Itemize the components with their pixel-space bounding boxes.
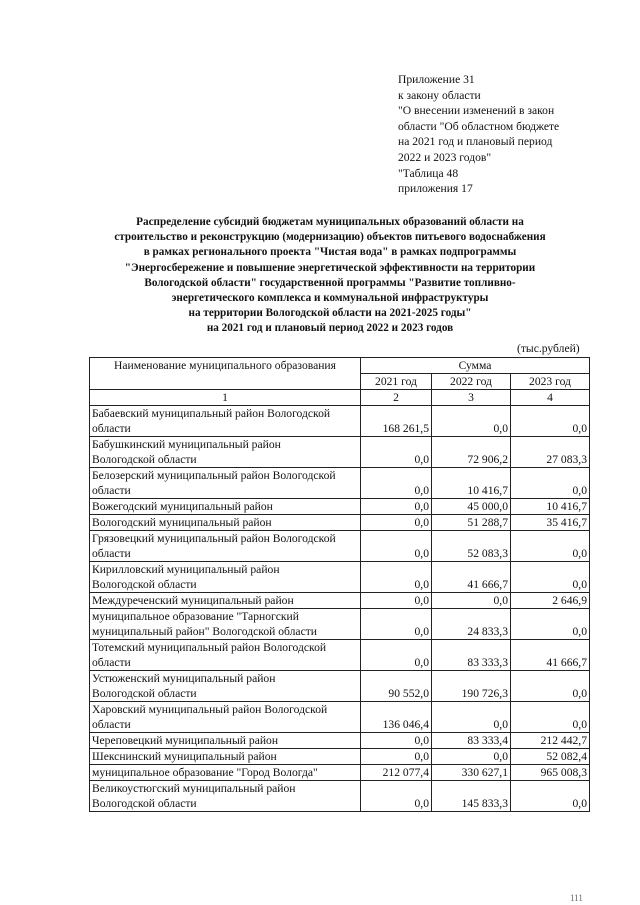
municipality-name-line: Вологодской области xyxy=(92,453,197,466)
amount-2021: 0,0 xyxy=(361,640,432,671)
amount-2021: 136 046,4 xyxy=(361,702,432,733)
amount-2023: 0,0 xyxy=(511,671,590,702)
subsidy-table xyxy=(89,357,590,812)
header-name: Наименование муниципального образования xyxy=(90,358,361,390)
municipality-name xyxy=(90,437,361,468)
page-mark: 111 xyxy=(570,893,583,903)
column-number: 2 xyxy=(361,390,432,406)
amount-2022: 0,0 xyxy=(432,593,511,609)
municipality-name xyxy=(90,609,361,640)
amount-2023: 0,0 xyxy=(511,562,590,593)
amount-2023: 52 082,4 xyxy=(511,749,590,765)
amount-2022: 0,0 xyxy=(432,749,511,765)
municipality-name-line: области xyxy=(92,547,131,560)
municipality-name-line: Вологодский муниципальный район xyxy=(92,516,272,529)
amount-2021: 0,0 xyxy=(361,499,432,515)
amount-2021: 0,0 xyxy=(361,749,432,765)
municipality-name-line: области xyxy=(92,718,131,731)
municipality-name xyxy=(90,562,361,593)
table-row xyxy=(90,781,590,812)
table-colnum-row xyxy=(90,390,590,406)
table-header-row xyxy=(90,358,590,374)
amount-2021: 0,0 xyxy=(361,531,432,562)
header-year: 2023 год xyxy=(511,374,590,390)
municipality-name-line: муниципальное образование "Тарногский xyxy=(92,610,299,623)
title-line: строительство и реконструкцию (модернизацию) объектов питьевого водоснабжения xyxy=(114,231,546,244)
table-row xyxy=(90,531,590,562)
amount-2021: 0,0 xyxy=(361,468,432,499)
municipality-name-line: Харовский муниципальный район Вологодской xyxy=(92,703,328,716)
appendix-line: 2022 и 2023 годов" xyxy=(398,150,492,164)
amount-2022: 0,0 xyxy=(432,406,511,437)
municipality-name xyxy=(90,765,361,781)
table-row xyxy=(90,702,590,733)
amount-2021: 0,0 xyxy=(361,562,432,593)
municipality-name-line: Белозерский муниципальный район Вологодской xyxy=(92,469,336,482)
amount-2023: 0,0 xyxy=(511,468,590,499)
municipality-name-line: Бабушкинский муниципальный район xyxy=(92,438,281,451)
amount-2021: 0,0 xyxy=(361,609,432,640)
title-line: в рамках регионального проекта "Чистая вода" в рамках подпрограммы xyxy=(143,246,517,259)
amount-2022: 83 333,3 xyxy=(432,640,511,671)
amount-2021: 0,0 xyxy=(361,437,432,468)
municipality-name-line: Устюженский муниципальный район xyxy=(92,672,276,685)
table-row xyxy=(90,640,590,671)
amount-2021: 0,0 xyxy=(361,593,432,609)
table-row xyxy=(90,437,590,468)
municipality-name xyxy=(90,671,361,702)
amount-2021: 168 261,5 xyxy=(361,406,432,437)
amount-2022: 0,0 xyxy=(432,702,511,733)
appendix-line: на 2021 год и плановый период xyxy=(398,135,553,149)
amount-2023: 0,0 xyxy=(511,702,590,733)
amount-2021: 90 552,0 xyxy=(361,671,432,702)
amount-2023: 2 646,9 xyxy=(511,593,590,609)
title-line: Распределение субсидий бюджетам муниципальных образований области на xyxy=(136,216,524,228)
municipality-name-line: Великоустюгский муниципальный район xyxy=(92,782,296,795)
municipality-name xyxy=(90,515,361,531)
amount-2023: 41 666,7 xyxy=(511,640,590,671)
amount-2022: 10 416,7 xyxy=(432,468,511,499)
table-row xyxy=(90,593,590,609)
municipality-name-line: муниципальный район" Вологодской области xyxy=(92,625,317,638)
amount-2021: 0,0 xyxy=(361,781,432,812)
amount-2022: 52 083,3 xyxy=(432,531,511,562)
municipality-name xyxy=(90,702,361,733)
amount-2023: 212 442,7 xyxy=(511,733,590,749)
table-row xyxy=(90,406,590,437)
amount-2023: 0,0 xyxy=(511,781,590,812)
municipality-name xyxy=(90,468,361,499)
municipality-name xyxy=(90,499,361,515)
table-body xyxy=(90,406,590,812)
document-title xyxy=(95,215,565,337)
unit-label: (тыс.рублей) xyxy=(517,342,580,355)
appendix-block xyxy=(398,72,559,197)
municipality-name-line: Вожегодский муниципальный район xyxy=(92,500,273,513)
amount-2023: 0,0 xyxy=(511,406,590,437)
amount-2021: 212 077,4 xyxy=(361,765,432,781)
appendix-line: "О внесении изменений в закон xyxy=(398,104,555,118)
municipality-name-line: области xyxy=(92,422,131,435)
municipality-name-line: области xyxy=(92,656,131,669)
table-row xyxy=(90,749,590,765)
municipality-name xyxy=(90,406,361,437)
table-row xyxy=(90,515,590,531)
municipality-name-line: муниципальное образование "Город Вологда" xyxy=(92,766,318,779)
title-line: на 2021 год и плановый период 2022 и 2023 годов xyxy=(206,322,454,335)
appendix-line: "Таблица 48 xyxy=(398,166,459,180)
amount-2023: 965 008,3 xyxy=(511,765,590,781)
municipality-name xyxy=(90,749,361,765)
table-row xyxy=(90,671,590,702)
amount-2023: 27 083,3 xyxy=(511,437,590,468)
municipality-name-line: Грязовецкий муниципальный район Вологодской xyxy=(92,532,336,545)
table-row xyxy=(90,733,590,749)
amount-2022: 190 726,3 xyxy=(432,671,511,702)
municipality-name-line: Вологодской области xyxy=(92,687,197,700)
municipality-name xyxy=(90,733,361,749)
title-line: Вологодской области" государственной программы "Развитие топливно- xyxy=(144,276,516,289)
amount-2023: 0,0 xyxy=(511,531,590,562)
municipality-name-line: Вологодской области xyxy=(92,797,197,810)
municipality-name xyxy=(90,781,361,812)
amount-2023: 10 416,7 xyxy=(511,499,590,515)
municipality-name-line: области xyxy=(92,484,131,497)
amount-2022: 45 000,0 xyxy=(432,499,511,515)
municipality-name-line: Бабаевский муниципальный район Вологодской xyxy=(92,407,331,420)
table-row xyxy=(90,468,590,499)
amount-2022: 24 833,3 xyxy=(432,609,511,640)
municipality-name-line: Вологодской области xyxy=(92,578,197,591)
column-number: 3 xyxy=(432,390,511,406)
municipality-name-line: Тотемский муниципальный район Вологодской xyxy=(92,641,327,654)
table-row xyxy=(90,765,590,781)
appendix-line: приложения 17 xyxy=(398,182,473,196)
appendix-line: области "Об областном бюджете xyxy=(398,119,560,133)
title-line: энергетического комплекса и коммунальной инфраструктуры xyxy=(171,292,489,305)
table-row xyxy=(90,562,590,593)
municipality-name xyxy=(90,593,361,609)
header-year: 2021 год xyxy=(361,374,432,390)
header-year: 2022 год xyxy=(432,374,511,390)
municipality-name-line: Шекснинский муниципальный район xyxy=(92,750,277,763)
appendix-line: к закону области xyxy=(398,88,481,102)
table-row xyxy=(90,499,590,515)
header-sum: Сумма xyxy=(361,358,590,374)
amount-2022: 72 906,2 xyxy=(432,437,511,468)
amount-2022: 51 288,7 xyxy=(432,515,511,531)
title-line: "Энергосбережение и повышение энергетической эффективности на территории xyxy=(124,261,536,274)
appendix-line: Приложение 31 xyxy=(398,73,475,86)
column-number: 4 xyxy=(511,390,590,406)
municipality-name-line: Междуреченский муниципальный район xyxy=(92,594,294,607)
amount-2023: 0,0 xyxy=(511,609,590,640)
municipality-name xyxy=(90,640,361,671)
amount-2022: 41 666,7 xyxy=(432,562,511,593)
municipality-name-line: Кирилловский муниципальный район xyxy=(92,563,280,576)
amount-2021: 0,0 xyxy=(361,515,432,531)
amount-2022: 83 333,4 xyxy=(432,733,511,749)
amount-2023: 35 416,7 xyxy=(511,515,590,531)
amount-2022: 330 627,1 xyxy=(432,765,511,781)
amount-2021: 0,0 xyxy=(361,733,432,749)
table-row xyxy=(90,609,590,640)
municipality-name xyxy=(90,531,361,562)
column-number: 1 xyxy=(90,390,361,406)
title-line: на территории Вологодской области на 2021-2025 годы" xyxy=(188,307,472,320)
municipality-name-line: Череповецкий муниципальный район xyxy=(92,734,279,747)
amount-2022: 145 833,3 xyxy=(432,781,511,812)
